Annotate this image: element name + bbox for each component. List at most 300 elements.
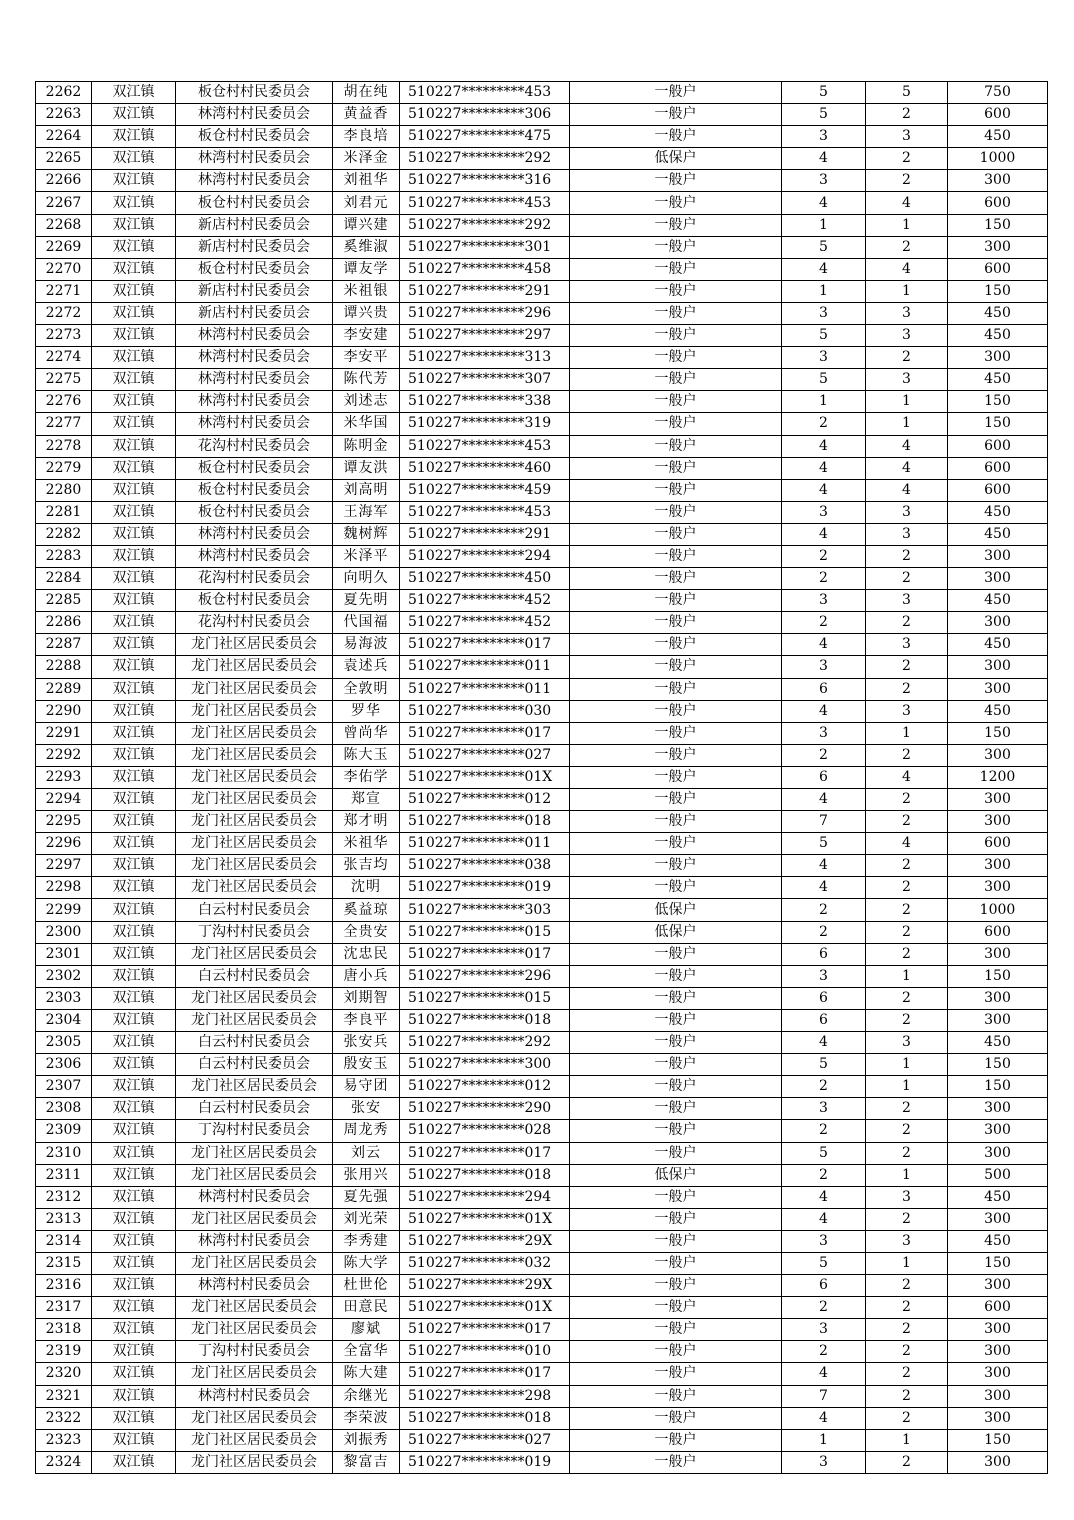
- village-committee-cell: 龙门社区居民委员会: [176, 722, 333, 744]
- village-committee-cell: 龙门社区居民委员会: [176, 811, 333, 833]
- amount-cell: 300: [948, 1009, 1048, 1031]
- beneficiary-count-cell: 2: [866, 170, 948, 192]
- amount-cell: 300: [948, 1208, 1048, 1230]
- town-cell: 双江镇: [92, 1076, 176, 1098]
- village-committee-cell: 白云村村民委员会: [176, 899, 333, 921]
- village-committee-cell: 龙门社区居民委员会: [176, 1319, 333, 1341]
- village-committee-cell: 白云村村民委员会: [176, 965, 333, 987]
- village-committee-cell: 龙门社区居民委员会: [176, 1297, 333, 1319]
- household-size-cell: 3: [782, 170, 866, 192]
- household-size-cell: 4: [782, 877, 866, 899]
- row-number-cell: 2318: [36, 1319, 92, 1341]
- household-type-cell: 一般户: [570, 1054, 782, 1076]
- town-cell: 双江镇: [92, 634, 176, 656]
- town-cell: 双江镇: [92, 590, 176, 612]
- head-name-cell: 刘述志: [333, 391, 400, 413]
- town-cell: 双江镇: [92, 833, 176, 855]
- amount-cell: 300: [948, 1098, 1048, 1120]
- beneficiary-count-cell: 2: [866, 921, 948, 943]
- id-number-cell: 510227*********030: [400, 700, 570, 722]
- id-number-cell: 510227*********017: [400, 1363, 570, 1385]
- village-committee-cell: 林湾村村民委员会: [176, 545, 333, 567]
- id-number-cell: 510227*********027: [400, 1429, 570, 1451]
- household-type-cell: 一般户: [570, 1319, 782, 1341]
- table-row: [36, 877, 1048, 899]
- beneficiary-count-cell: 1: [866, 1076, 948, 1098]
- amount-cell: 450: [948, 302, 1048, 324]
- household-type-cell: 一般户: [570, 1341, 782, 1363]
- id-number-cell: 510227*********294: [400, 545, 570, 567]
- beneficiary-count-cell: 2: [866, 943, 948, 965]
- table-row: [36, 258, 1048, 280]
- household-type-cell: 一般户: [570, 369, 782, 391]
- household-type-cell: 一般户: [570, 1032, 782, 1054]
- village-committee-cell: 新店村村民委员会: [176, 302, 333, 324]
- beneficiary-count-cell: 2: [866, 1009, 948, 1031]
- household-type-cell: 一般户: [570, 1120, 782, 1142]
- row-number-cell: 2292: [36, 744, 92, 766]
- household-type-cell: 一般户: [570, 523, 782, 545]
- head-name-cell: 米泽金: [333, 148, 400, 170]
- beneficiary-count-cell: 2: [866, 855, 948, 877]
- beneficiary-count-cell: 2: [866, 744, 948, 766]
- row-number-cell: 2269: [36, 236, 92, 258]
- amount-cell: 150: [948, 1076, 1048, 1098]
- row-number-cell: 2288: [36, 656, 92, 678]
- town-cell: 双江镇: [92, 126, 176, 148]
- household-size-cell: 5: [782, 369, 866, 391]
- table-row: [36, 236, 1048, 258]
- village-committee-cell: 板仓村村民委员会: [176, 82, 333, 104]
- town-cell: 双江镇: [92, 479, 176, 501]
- household-size-cell: 2: [782, 744, 866, 766]
- town-cell: 双江镇: [92, 1164, 176, 1186]
- household-type-cell: 一般户: [570, 302, 782, 324]
- town-cell: 双江镇: [92, 1363, 176, 1385]
- id-number-cell: 510227*********028: [400, 1120, 570, 1142]
- town-cell: 双江镇: [92, 214, 176, 236]
- amount-cell: 1200: [948, 766, 1048, 788]
- beneficiary-count-cell: 2: [866, 1120, 948, 1142]
- id-number-cell: 510227*********453: [400, 435, 570, 457]
- id-number-cell: 510227*********459: [400, 479, 570, 501]
- household-size-cell: 2: [782, 1341, 866, 1363]
- amount-cell: 300: [948, 236, 1048, 258]
- beneficiary-count-cell: 2: [866, 789, 948, 811]
- row-number-cell: 2290: [36, 700, 92, 722]
- beneficiary-count-cell: 3: [866, 634, 948, 656]
- town-cell: 双江镇: [92, 1120, 176, 1142]
- household-size-cell: 2: [782, 413, 866, 435]
- row-number-cell: 2309: [36, 1120, 92, 1142]
- village-committee-cell: 龙门社区居民委员会: [176, 744, 333, 766]
- beneficiary-count-cell: 4: [866, 479, 948, 501]
- head-name-cell: 代国福: [333, 612, 400, 634]
- beneficiary-count-cell: 1: [866, 1429, 948, 1451]
- table-row: [36, 1363, 1048, 1385]
- table-row: [36, 104, 1048, 126]
- table-row: [36, 347, 1048, 369]
- town-cell: 双江镇: [92, 965, 176, 987]
- beneficiary-count-cell: 2: [866, 545, 948, 567]
- row-number-cell: 2296: [36, 833, 92, 855]
- amount-cell: 300: [948, 987, 1048, 1009]
- amount-cell: 150: [948, 1429, 1048, 1451]
- id-number-cell: 510227*********291: [400, 280, 570, 302]
- head-name-cell: 谭友学: [333, 258, 400, 280]
- village-committee-cell: 板仓村村民委员会: [176, 457, 333, 479]
- row-number-cell: 2270: [36, 258, 92, 280]
- town-cell: 双江镇: [92, 1297, 176, 1319]
- amount-cell: 300: [948, 1341, 1048, 1363]
- town-cell: 双江镇: [92, 744, 176, 766]
- head-name-cell: 李良平: [333, 1009, 400, 1031]
- head-name-cell: 陈大学: [333, 1252, 400, 1274]
- id-number-cell: 510227*********292: [400, 148, 570, 170]
- row-number-cell: 2316: [36, 1275, 92, 1297]
- table-row: [36, 413, 1048, 435]
- household-type-cell: 一般户: [570, 656, 782, 678]
- head-name-cell: 郑宣: [333, 789, 400, 811]
- row-number-cell: 2315: [36, 1252, 92, 1274]
- beneficiary-count-cell: 1: [866, 391, 948, 413]
- beneficiary-count-cell: 2: [866, 1297, 948, 1319]
- household-size-cell: 5: [782, 104, 866, 126]
- household-size-cell: 4: [782, 1407, 866, 1429]
- row-number-cell: 2282: [36, 523, 92, 545]
- village-committee-cell: 龙门社区居民委员会: [176, 987, 333, 1009]
- table-row: [36, 590, 1048, 612]
- id-number-cell: 510227*********453: [400, 192, 570, 214]
- id-number-cell: 510227*********292: [400, 214, 570, 236]
- household-type-cell: 低保户: [570, 899, 782, 921]
- id-number-cell: 510227*********301: [400, 236, 570, 258]
- village-committee-cell: 龙门社区居民委员会: [176, 1208, 333, 1230]
- id-number-cell: 510227*********027: [400, 744, 570, 766]
- head-name-cell: 谭兴建: [333, 214, 400, 236]
- amount-cell: 150: [948, 391, 1048, 413]
- table-row: [36, 302, 1048, 324]
- id-number-cell: 510227*********019: [400, 1451, 570, 1473]
- household-size-cell: 6: [782, 987, 866, 1009]
- village-committee-cell: 林湾村村民委员会: [176, 347, 333, 369]
- village-committee-cell: 林湾村村民委员会: [176, 1385, 333, 1407]
- table-row: [36, 612, 1048, 634]
- id-number-cell: 510227*********294: [400, 1186, 570, 1208]
- beneficiary-count-cell: 4: [866, 833, 948, 855]
- amount-cell: 600: [948, 104, 1048, 126]
- beneficiary-count-cell: 2: [866, 1451, 948, 1473]
- household-type-cell: 一般户: [570, 722, 782, 744]
- row-number-cell: 2293: [36, 766, 92, 788]
- id-number-cell: 510227*********29X: [400, 1275, 570, 1297]
- village-committee-cell: 林湾村村民委员会: [176, 148, 333, 170]
- row-number-cell: 2265: [36, 148, 92, 170]
- household-type-cell: 一般户: [570, 811, 782, 833]
- beneficiary-count-cell: 3: [866, 369, 948, 391]
- beneficiary-count-cell: 4: [866, 766, 948, 788]
- head-name-cell: 李安平: [333, 347, 400, 369]
- head-name-cell: 陈明金: [333, 435, 400, 457]
- table-row: [36, 170, 1048, 192]
- household-type-cell: 一般户: [570, 214, 782, 236]
- head-name-cell: 张吉均: [333, 855, 400, 877]
- household-type-cell: 一般户: [570, 855, 782, 877]
- table-row: [36, 855, 1048, 877]
- village-committee-cell: 林湾村村民委员会: [176, 523, 333, 545]
- id-number-cell: 510227*********019: [400, 877, 570, 899]
- household-type-cell: 低保户: [570, 148, 782, 170]
- table-row: [36, 148, 1048, 170]
- beneficiary-count-cell: 2: [866, 1385, 948, 1407]
- id-number-cell: 510227*********452: [400, 590, 570, 612]
- row-number-cell: 2277: [36, 413, 92, 435]
- amount-cell: 450: [948, 590, 1048, 612]
- id-number-cell: 510227*********017: [400, 634, 570, 656]
- table-row: [36, 479, 1048, 501]
- household-type-cell: 一般户: [570, 1385, 782, 1407]
- row-number-cell: 2323: [36, 1429, 92, 1451]
- table-row: [36, 744, 1048, 766]
- household-type-cell: 一般户: [570, 1186, 782, 1208]
- town-cell: 双江镇: [92, 347, 176, 369]
- household-size-cell: 4: [782, 192, 866, 214]
- amount-cell: 450: [948, 501, 1048, 523]
- head-name-cell: 胡在纯: [333, 82, 400, 104]
- table-row: [36, 501, 1048, 523]
- beneficiary-count-cell: 3: [866, 126, 948, 148]
- row-number-cell: 2287: [36, 634, 92, 656]
- id-number-cell: 510227*********452: [400, 612, 570, 634]
- id-number-cell: 510227*********017: [400, 722, 570, 744]
- id-number-cell: 510227*********298: [400, 1385, 570, 1407]
- beneficiary-count-cell: 2: [866, 877, 948, 899]
- town-cell: 双江镇: [92, 369, 176, 391]
- beneficiary-count-cell: 2: [866, 1407, 948, 1429]
- village-committee-cell: 林湾村村民委员会: [176, 369, 333, 391]
- head-name-cell: 李荣波: [333, 1407, 400, 1429]
- head-name-cell: 黎富吉: [333, 1451, 400, 1473]
- id-number-cell: 510227*********306: [400, 104, 570, 126]
- id-number-cell: 510227*********450: [400, 568, 570, 590]
- amount-cell: 300: [948, 744, 1048, 766]
- head-name-cell: 李良培: [333, 126, 400, 148]
- table-row: [36, 214, 1048, 236]
- head-name-cell: 谭兴贵: [333, 302, 400, 324]
- beneficiary-count-cell: 2: [866, 811, 948, 833]
- amount-cell: 450: [948, 325, 1048, 347]
- household-size-cell: 3: [782, 590, 866, 612]
- table-row: [36, 1164, 1048, 1186]
- village-committee-cell: 板仓村村民委员会: [176, 258, 333, 280]
- amount-cell: 600: [948, 921, 1048, 943]
- amount-cell: 300: [948, 855, 1048, 877]
- household-size-cell: 4: [782, 855, 866, 877]
- beneficiary-count-cell: 4: [866, 192, 948, 214]
- id-number-cell: 510227*********01X: [400, 766, 570, 788]
- household-type-cell: 一般户: [570, 1208, 782, 1230]
- id-number-cell: 510227*********032: [400, 1252, 570, 1274]
- household-size-cell: 3: [782, 347, 866, 369]
- row-number-cell: 2284: [36, 568, 92, 590]
- household-type-cell: 一般户: [570, 1009, 782, 1031]
- village-committee-cell: 林湾村村民委员会: [176, 170, 333, 192]
- household-size-cell: 2: [782, 921, 866, 943]
- id-number-cell: 510227*********011: [400, 678, 570, 700]
- head-name-cell: 张安兵: [333, 1032, 400, 1054]
- table-row: [36, 1230, 1048, 1252]
- table-row: [36, 1341, 1048, 1363]
- village-committee-cell: 龙门社区居民委员会: [176, 789, 333, 811]
- id-number-cell: 510227*********296: [400, 302, 570, 324]
- household-type-cell: 一般户: [570, 391, 782, 413]
- village-committee-cell: 龙门社区居民委员会: [176, 1142, 333, 1164]
- town-cell: 双江镇: [92, 1208, 176, 1230]
- row-number-cell: 2271: [36, 280, 92, 302]
- table-row: [36, 811, 1048, 833]
- head-name-cell: 刘云: [333, 1142, 400, 1164]
- household-size-cell: 6: [782, 1009, 866, 1031]
- household-type-cell: 一般户: [570, 325, 782, 347]
- table-row: [36, 987, 1048, 1009]
- household-size-cell: 4: [782, 479, 866, 501]
- household-size-cell: 7: [782, 811, 866, 833]
- beneficiary-count-cell: 2: [866, 104, 948, 126]
- household-size-cell: 1: [782, 391, 866, 413]
- household-size-cell: 5: [782, 82, 866, 104]
- town-cell: 双江镇: [92, 192, 176, 214]
- village-committee-cell: 龙门社区居民委员会: [176, 943, 333, 965]
- row-number-cell: 2267: [36, 192, 92, 214]
- household-size-cell: 3: [782, 126, 866, 148]
- village-committee-cell: 丁沟村村民委员会: [176, 1120, 333, 1142]
- town-cell: 双江镇: [92, 280, 176, 302]
- household-size-cell: 6: [782, 678, 866, 700]
- village-committee-cell: 龙门社区居民委员会: [176, 656, 333, 678]
- row-number-cell: 2317: [36, 1297, 92, 1319]
- village-committee-cell: 龙门社区居民委员会: [176, 634, 333, 656]
- household-type-cell: 一般户: [570, 1098, 782, 1120]
- table-row: [36, 391, 1048, 413]
- village-committee-cell: 板仓村村民委员会: [176, 479, 333, 501]
- town-cell: 双江镇: [92, 1385, 176, 1407]
- head-name-cell: 周龙秀: [333, 1120, 400, 1142]
- village-committee-cell: 龙门社区居民委员会: [176, 1164, 333, 1186]
- head-name-cell: 袁述兵: [333, 656, 400, 678]
- head-name-cell: 刘光荣: [333, 1208, 400, 1230]
- town-cell: 双江镇: [92, 722, 176, 744]
- table-row: [36, 1429, 1048, 1451]
- amount-cell: 300: [948, 1385, 1048, 1407]
- head-name-cell: 夏先强: [333, 1186, 400, 1208]
- village-committee-cell: 林湾村村民委员会: [176, 325, 333, 347]
- town-cell: 双江镇: [92, 766, 176, 788]
- table-row: [36, 1208, 1048, 1230]
- town-cell: 双江镇: [92, 413, 176, 435]
- amount-cell: 600: [948, 192, 1048, 214]
- table-row: [36, 943, 1048, 965]
- table-row: [36, 1032, 1048, 1054]
- household-size-cell: 2: [782, 1076, 866, 1098]
- household-size-cell: 6: [782, 943, 866, 965]
- head-name-cell: 易海波: [333, 634, 400, 656]
- household-type-cell: 一般户: [570, 192, 782, 214]
- head-name-cell: 沈忠民: [333, 943, 400, 965]
- amount-cell: 300: [948, 1363, 1048, 1385]
- amount-cell: 450: [948, 1186, 1048, 1208]
- household-size-cell: 4: [782, 523, 866, 545]
- amount-cell: 600: [948, 1297, 1048, 1319]
- table-row: [36, 457, 1048, 479]
- town-cell: 双江镇: [92, 148, 176, 170]
- id-number-cell: 510227*********01X: [400, 1208, 570, 1230]
- amount-cell: 600: [948, 479, 1048, 501]
- beneficiary-count-cell: 2: [866, 1098, 948, 1120]
- town-cell: 双江镇: [92, 1230, 176, 1252]
- id-number-cell: 510227*********29X: [400, 1230, 570, 1252]
- household-type-cell: 一般户: [570, 1230, 782, 1252]
- row-number-cell: 2298: [36, 877, 92, 899]
- town-cell: 双江镇: [92, 1009, 176, 1031]
- head-name-cell: 刘高明: [333, 479, 400, 501]
- table-row: [36, 1076, 1048, 1098]
- amount-cell: 450: [948, 1032, 1048, 1054]
- beneficiary-count-cell: 5: [866, 82, 948, 104]
- village-committee-cell: 龙门社区居民委员会: [176, 855, 333, 877]
- table-row: [36, 1297, 1048, 1319]
- head-name-cell: 米祖华: [333, 833, 400, 855]
- amount-cell: 600: [948, 457, 1048, 479]
- village-committee-cell: 林湾村村民委员会: [176, 413, 333, 435]
- row-number-cell: 2302: [36, 965, 92, 987]
- amount-cell: 300: [948, 1407, 1048, 1429]
- household-type-cell: 一般户: [570, 612, 782, 634]
- household-size-cell: 5: [782, 1054, 866, 1076]
- id-number-cell: 510227*********292: [400, 1032, 570, 1054]
- household-size-cell: 3: [782, 1230, 866, 1252]
- village-committee-cell: 新店村村民委员会: [176, 236, 333, 258]
- amount-cell: 450: [948, 369, 1048, 391]
- amount-cell: 300: [948, 656, 1048, 678]
- row-number-cell: 2295: [36, 811, 92, 833]
- amount-cell: 300: [948, 877, 1048, 899]
- household-type-cell: 一般户: [570, 766, 782, 788]
- town-cell: 双江镇: [92, 302, 176, 324]
- row-number-cell: 2263: [36, 104, 92, 126]
- amount-cell: 300: [948, 1319, 1048, 1341]
- head-name-cell: 李安建: [333, 325, 400, 347]
- head-name-cell: 李佑学: [333, 766, 400, 788]
- household-size-cell: 4: [782, 1186, 866, 1208]
- table-row: [36, 568, 1048, 590]
- id-number-cell: 510227*********011: [400, 656, 570, 678]
- household-size-cell: 1: [782, 1429, 866, 1451]
- row-number-cell: 2278: [36, 435, 92, 457]
- id-number-cell: 510227*********303: [400, 899, 570, 921]
- row-number-cell: 2313: [36, 1208, 92, 1230]
- household-size-cell: 4: [782, 1208, 866, 1230]
- head-name-cell: 米泽平: [333, 545, 400, 567]
- amount-cell: 500: [948, 1164, 1048, 1186]
- household-size-cell: 5: [782, 1142, 866, 1164]
- table-row: [36, 1098, 1048, 1120]
- town-cell: 双江镇: [92, 568, 176, 590]
- table-row: [36, 1009, 1048, 1031]
- beneficiary-count-cell: 3: [866, 501, 948, 523]
- household-size-cell: 5: [782, 236, 866, 258]
- amount-cell: 300: [948, 811, 1048, 833]
- beneficiary-count-cell: 3: [866, 325, 948, 347]
